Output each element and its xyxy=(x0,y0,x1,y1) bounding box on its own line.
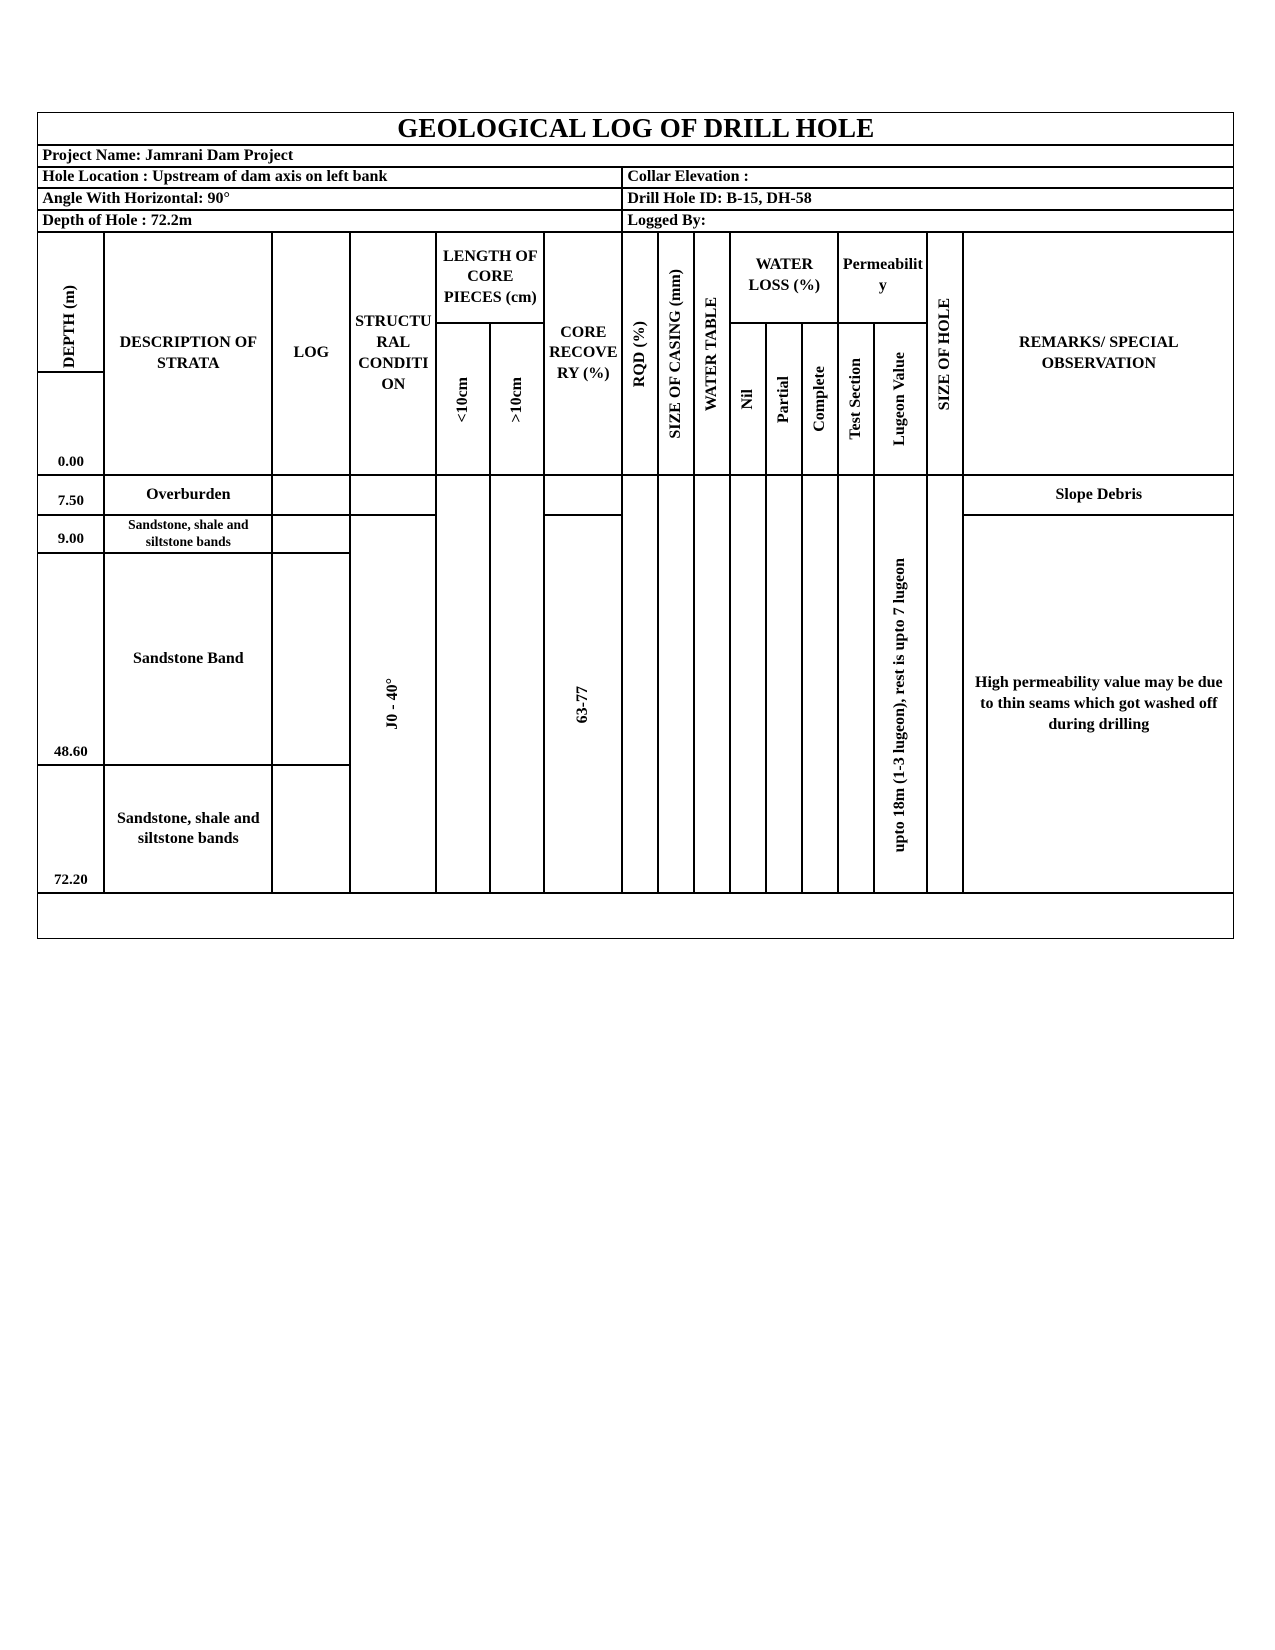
depth-cell xyxy=(37,475,104,515)
start-depth: 0.00 xyxy=(57,453,84,470)
rqd-cell xyxy=(622,475,658,893)
structural-condition-value: J0 - 40° xyxy=(383,678,401,731)
test-section-header xyxy=(838,323,874,475)
nil-header xyxy=(730,323,766,475)
angle-with-horizontal: Angle With Horizontal: 90° xyxy=(37,188,622,210)
size-of-casing-header xyxy=(658,232,694,475)
log-cell xyxy=(272,765,350,893)
remarks-cell: High permeability value may be due to thin seams which got washed off during drilling xyxy=(963,515,1234,893)
lugeon-value-header xyxy=(874,323,927,475)
gt10cm-cell xyxy=(490,475,544,893)
rqd-label: RQD (%) xyxy=(630,320,648,387)
size-of-hole-cell xyxy=(927,475,963,893)
permeability-header: Permeabilit y xyxy=(838,232,927,323)
structural-condition-header: STRUCTU RAL CONDITI ON xyxy=(350,232,436,475)
depth-header xyxy=(37,232,104,372)
depth-value: 9.00 xyxy=(57,530,84,547)
lt10cm-header xyxy=(436,323,490,475)
log-cell xyxy=(272,475,350,515)
core-recovery-cell xyxy=(544,475,622,515)
lugeon-value-cell xyxy=(874,475,927,893)
drill-log-sheet xyxy=(38,113,1235,940)
water-table-label: WATER TABLE xyxy=(702,296,720,411)
lugeon-note: upto 18m (1-3 lugeon), rest is upto 7 lugeon xyxy=(891,558,909,853)
size-of-casing-label: SIZE OF CASING (mm) xyxy=(666,268,684,439)
core-recovery-header: CORE RECOVE RY (%) xyxy=(544,232,622,475)
log-header: LOG xyxy=(272,232,350,475)
hole-location: Hole Location : Upstream of dam axis on left bank xyxy=(37,167,622,188)
rqd-header xyxy=(622,232,658,475)
depth-cell xyxy=(37,553,104,765)
log-cell xyxy=(272,553,350,765)
gt10cm-label: >10cm xyxy=(507,376,525,423)
water-table-cell xyxy=(694,475,730,893)
partial-cell xyxy=(766,475,802,893)
water-table-header xyxy=(694,232,730,475)
depth-value: 72.20 xyxy=(53,871,88,888)
depth-cell xyxy=(37,765,104,893)
remarks-cell: Slope Debris xyxy=(963,475,1234,515)
strata-description: Sandstone Band xyxy=(104,553,272,765)
strata-description: Sandstone, shale and siltstone bands xyxy=(104,515,272,553)
log-cell xyxy=(272,515,350,553)
core-recovery-value-cell xyxy=(544,515,622,893)
structural-condition-cell xyxy=(350,515,436,893)
core-recovery-value: 63-77 xyxy=(573,685,591,723)
complete-label: Complete xyxy=(810,366,828,433)
drill-hole-id: Drill Hole ID: B-15, DH-58 xyxy=(622,188,1234,210)
depth-start-cell xyxy=(37,372,104,475)
gt10cm-header xyxy=(490,323,544,475)
nil-cell xyxy=(730,475,766,893)
remarks-header: REMARKS/ SPECIAL OBSERVATION xyxy=(963,232,1234,475)
test-section-label: Test Section xyxy=(846,358,864,441)
nil-label: Nil xyxy=(738,389,756,410)
partial-label: Partial xyxy=(774,375,792,423)
footer-row xyxy=(37,893,1234,939)
depth-value: 7.50 xyxy=(57,492,84,509)
water-loss-header: WATER LOSS (%) xyxy=(730,232,838,323)
lugeon-value-label: Lugeon Value xyxy=(891,352,909,447)
structural-cell xyxy=(350,475,436,515)
logged-by: Logged By: xyxy=(622,210,1234,232)
strata-description: Sandstone, shale and siltstone bands xyxy=(104,765,272,893)
size-of-hole-label: SIZE OF HOLE xyxy=(935,297,953,410)
depth-of-hole: Depth of Hole : 72.2m xyxy=(37,210,622,232)
lt10cm-cell xyxy=(436,475,490,893)
complete-header xyxy=(802,323,838,475)
length-of-core-header: LENGTH OF CORE PIECES (cm) xyxy=(436,232,544,323)
page-title: GEOLOGICAL LOG OF DRILL HOLE xyxy=(37,112,1234,145)
description-header: DESCRIPTION OF STRATA xyxy=(104,232,272,475)
depth-value: 48.60 xyxy=(53,743,88,760)
lt10cm-label: <10cm xyxy=(453,376,471,423)
test-section-cell xyxy=(838,475,874,893)
collar-elevation: Collar Elevation : xyxy=(622,167,1234,188)
depth-header-label: DEPTH (m) xyxy=(61,285,79,369)
project-name: Project Name: Jamrani Dam Project xyxy=(37,145,1234,167)
strata-description: Overburden xyxy=(104,475,272,515)
complete-cell xyxy=(802,475,838,893)
size-of-casing-cell xyxy=(658,475,694,893)
depth-cell xyxy=(37,515,104,553)
size-of-hole-header xyxy=(927,232,963,475)
partial-header xyxy=(766,323,802,475)
